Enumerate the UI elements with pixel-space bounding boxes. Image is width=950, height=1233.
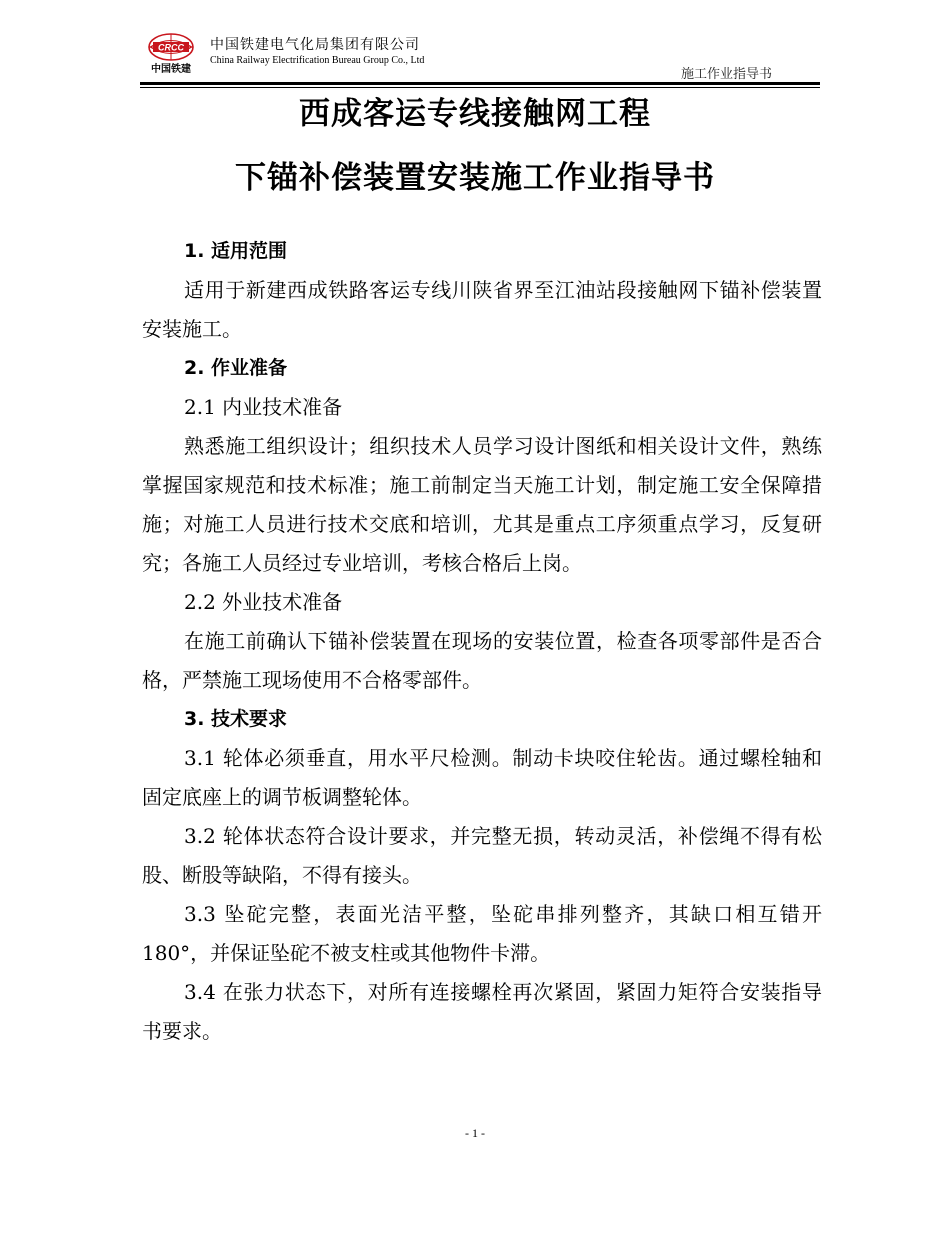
document-type-label: 施工作业指导书 bbox=[680, 67, 772, 82]
document-title-line2: 下锚补偿装置安装施工作业指导书 bbox=[235, 160, 715, 196]
page-number: - 1 - bbox=[465, 1126, 485, 1140]
section-1-heading: 1. 适用范围 bbox=[184, 240, 288, 262]
section-3-4-paragraph: 3.4 在张力状态下，对所有连接螺栓再次紧固，紧固力矩符合安装指导书要求。 bbox=[142, 980, 822, 1043]
document-body bbox=[142, 232, 822, 1051]
svg-text:CRCC: CRCC bbox=[158, 42, 184, 53]
section-3-heading: 3. 技术要求 bbox=[184, 708, 288, 730]
company-name-en: China Railway Electrification Bureau Group Co., Ltd bbox=[210, 55, 425, 66]
section-2-1-paragraph: 熟悉施工组织设计；组织技术人员学习设计图纸和相关设计文件，熟练掌握国家规范和技术标准；施工前制定当天施工计划，制定施工安全保障措施；对施工人员进行技术交底和培训，尤其是重点工序须重点学习，反复研究；各施工人员经过专业培训，考核合格后上岗。 bbox=[142, 434, 822, 575]
section-2-2-heading: 2.2 外业技术准备 bbox=[184, 590, 343, 614]
section-3-3-paragraph: 3.3 坠砣完整，表面光洁平整，坠砣串排列整齐，其缺口相互错开180°，并保证坠砣不被支柱或其他物件卡滞。 bbox=[142, 902, 822, 965]
section-3-1-paragraph: 3.1 轮体必须垂直，用水平尺检测。制动卡块咬住轮齿。通过螺栓轴和固定底座上的调节板调整轮体。 bbox=[142, 746, 822, 809]
section-1-paragraph: 适用于新建西成铁路客运专线川陕省界至江油站段接触网下锚补偿装置安装施工。 bbox=[142, 278, 822, 341]
section-3-2-paragraph: 3.2 轮体状态符合设计要求，并完整无损，转动灵活，补偿绳不得有松股、断股等缺陷，不得有接头。 bbox=[142, 824, 822, 887]
section-2-heading: 2. 作业准备 bbox=[184, 357, 288, 379]
document-title-line1: 西成客运专线接触网工程 bbox=[299, 96, 651, 132]
company-name-cn: 中国铁建电气化局集团有限公司 bbox=[210, 37, 420, 53]
section-2-1-heading: 2.1 内业技术准备 bbox=[184, 395, 343, 419]
crcc-logo-icon bbox=[140, 32, 202, 76]
page-header bbox=[140, 28, 820, 86]
svg-text:中国铁建: 中国铁建 bbox=[151, 64, 191, 75]
section-2-2-paragraph: 在施工前确认下锚补偿装置在现场的安装位置，检查各项零部件是否合格，严禁施工现场使用不合格零部件。 bbox=[142, 629, 822, 692]
header-divider-thick bbox=[140, 82, 820, 85]
